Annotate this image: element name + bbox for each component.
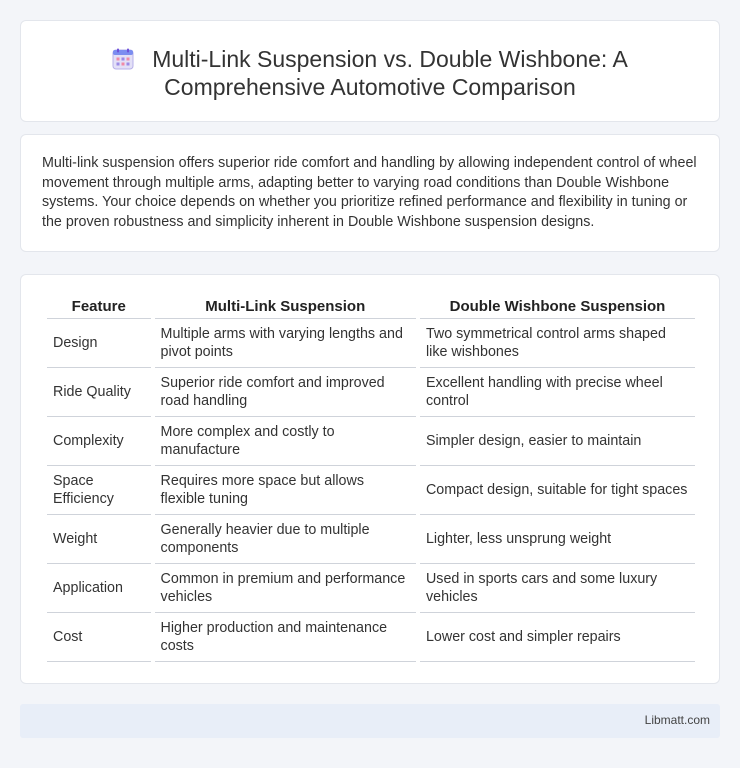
title-line-2: Comprehensive Automotive Comparison [164,74,576,100]
header-feature: Feature [47,295,151,319]
feature-cell: Weight [47,515,151,564]
header-double-wishbone: Double Wishbone Suspension [420,295,695,319]
calendar-icon [112,48,134,70]
multi-link-cell: More complex and costly to manufacture [155,417,416,466]
intro-card [20,134,720,252]
table-row [47,368,695,417]
double-wishbone-cell: Excellent handling with precise wheel control [420,368,695,417]
comparison-table [43,295,699,662]
double-wishbone-cell: Lighter, less unsprung weight [420,515,695,564]
header-multi-link: Multi-Link Suspension [155,295,416,319]
table-row [47,319,695,368]
multi-link-cell: Multiple arms with varying lengths and pivot points [155,319,416,368]
feature-cell: Ride Quality [47,368,151,417]
table-row [47,417,695,466]
table-header-row [47,295,695,319]
feature-cell: Complexity [47,417,151,466]
intro-paragraph: Multi-link suspension offers superior ride comfort and handling by allowing independent control of wheel movement through multiple arms, adapting better to varying road conditions than Double Wishbone systems. Your choice depends on whether you prioritize refined performance and flexibility in tuning or the proven robustness and simplicity inherent in Double Wishbone suspension designs. [42,155,697,230]
table-row [47,515,695,564]
feature-cell: Design [47,319,151,368]
comparison-card [20,274,720,684]
double-wishbone-cell: Used in sports cars and some luxury vehicles [420,564,695,613]
feature-cell: Application [47,564,151,613]
multi-link-cell: Superior ride comfort and improved road handling [155,368,416,417]
title-card [20,20,720,122]
table-row [47,613,695,662]
multi-link-cell: Generally heavier due to multiple components [155,515,416,564]
feature-cell: Space Efficiency [47,466,151,515]
double-wishbone-cell: Lower cost and simpler repairs [420,613,695,662]
multi-link-cell: Higher production and maintenance costs [155,613,416,662]
double-wishbone-cell: Compact design, suitable for tight spaces [420,466,695,515]
double-wishbone-cell: Simpler design, easier to maintain [420,417,695,466]
double-wishbone-cell: Two symmetrical control arms shaped like wishbones [420,319,695,368]
feature-cell: Cost [47,613,151,662]
multi-link-cell: Requires more space but allows flexible tuning [155,466,416,515]
footer-bar [20,704,720,738]
footer-brand: Libmatt.com [644,713,710,727]
table-row [47,564,695,613]
title-line-1: Multi-Link Suspension vs. Double Wishbone: A [152,46,628,72]
page-title [21,45,719,101]
table-row [47,466,695,515]
multi-link-cell: Common in premium and performance vehicles [155,564,416,613]
